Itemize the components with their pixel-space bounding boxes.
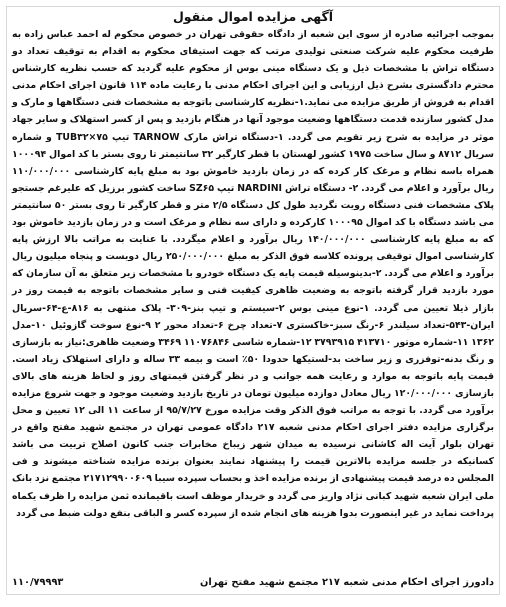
notice-footer <box>12 575 494 591</box>
notice-title: آگهی مزایده اموال منقول <box>172 9 334 24</box>
notice-signature: دادورز اجرای احکام مدنی شعبه ۲۱۷ مجتمع شهید مفتح تهران <box>200 577 494 588</box>
auction-notice <box>6 6 500 595</box>
notice-reference-number: ۱۱۰/۷۹۹۹۳ <box>12 577 64 588</box>
notice-body: بموجب اجرائیه صادره از سوی این شعبه از دادگاه حقوقی تهران در خصوص محکوم له احمد عباس زاده به طرفیت محکوم علیه شرکت صنعتی تولیدی مرتب که جهت استیفای محکوم به اقدام به توقیف تعداد دو دستگاه تراش با مشخصات ذیل و یک دستگاه مینی بوس از محکوم علیه گردید که حسب نظریه کارشناس محترم دادگستری بشرح ذیل ارزیابی و این اجرای احکام مدنی با رعایت ماده ۱۱۴ قانون اجرای احکام مدنی اقدام به فروش از طریق مزایده می نماید.۱-نظریه کارشناسی باتوجه به مشخصات فنی دستگاهها و مارک و مدل کشور سازنده قدمت دستگاهها وضعیت موجود آنها در هنگام بازدید و پس از کسر استهلاک و سایر جهاد موثر در مزایده به شرح زیر تقویم می گردد. ۱-دستگاه تراش مارک TARNOW تیپ TUB۳۲×۷۵ و شماره سریال ۸۷۱۲ و سال ساخت ۱۹۷۵ کشور لهستان با قطر کارگیر ۳۲ سانتیمتر تا روی بستر با کد اموال ۱۰۰۰۹۴ همراه باسه نظام و مرغک کار کرده که در زمان بازدید خاموش بود به مبلغ پایه کارشناسی ۱۱۰/۰۰۰/۰۰۰ ریال برآورد و اعلام می گردد. ۲- دستگاه تراش NARDINI تیپ SZ۶۵ ساخت کشور برزیل که علیرغم جستجو پلاک مشخصات فنی دستگاه رویت نگردید طول کل دستگاه ۲/۵ متر و قطر کارگیر تا روی بستر ۵۰ سانتیمتر می باشد دستگاه با کد اموال ۱۰۰۰۹۵ کارکرده و دارای سه نظام و مرغک است و در زمان بازدید خاموش بود که به مبلغ پایه کارشناسی ۱۴۰/۰۰۰/۰۰۰ ریال برآورد و اعلام میگردد. با عنایت به مراتب بالا ارزش پایه کارشناسی اموال توقیفی پرونده کلاسه فوق الذکر به مبلغ ۲۵۰/۰۰۰/۰۰۰ ریال دویست و پنجاه میلیون ریال برآورد و اعلام می گردد. ۲-بدینوسیله قیمت پایه یک دستگاه خودرو با مشخصات زیر متعلق به آن سازمان که مورد بازدید قرار گرفته باتوجه به وضعیت ظاهری کیفیت فنی و سایر مشخصات باتوجه به قیمت روز در بازار ذیلا تعیین می گردد. ۱-نوع مینی بوس ۲-سیستم و تیپ بنز-۳۰۹- پلاک منتهی به ۸۱۶-ع-۶۴-سریال ایران-۵۴۳-تعداد سیلندر ۶-رنگ سبز-خاکستری ۷-تعداد چرخ ۶-تعداد محور ۲ ۹-نوع سوخت گازوئیل ۱۰-مدل ۱۳۶۲ ۱۱-شماره موتور ۴۱۳۷۱۰ ۳۷۹۳۹۱۵ ۱۲-شماره شاسی ۱۱۰۷۶۸۴۶ ۳۴۶۹ وضعیت ظاهری:نیاز به بازسازی و رنگ بدنه-توفزری و زیر ساخت بد-لستیکها حدودا ۵۰٪ است و بیمه ۳۳ ساله و دارای استهلاک زیاد است. قیمت پایه باتوجه به موارد و رعایت همه جوانب و در نظر گرفتن قیمتهای روز و لحاظ هزینه های بالای بازسازی ۱۲۰/۰۰۰/۰۰۰ ریال معادل دوازده میلیون تومان در تاریخ بازدید وضعیت موجود و جهت شروع مزایده برآورد می گردد. با توجه به مراتب فوق الذکر وقت مزایده مورخ ۹۵/۷/۲۷ از ساعت ۱۱ الی ۱۲ تعیین و محل برگزاری مزایده دفتر اجرای احکام مدنی شعبه ۲۱۷ دادگاه عمومی تهران در مجتمع شهید مفتح واقع در تهران بلوار آیت اله کاشانی نرسیده به میدان شهر زیباخ مخابرات جنب کانون اصلاح تربیت می باشد کسانیکه در جلسه مزایده بالاترین قیمت را پیشنهاد نمایند بعنوان برنده مزایده شناخته میشوند و فی المجلس ده درصد قیمت پیشنهادی از برنده مزایده اخذ و بحساب سپرده سیبا ۲۱۷۱۲۹۹۰۰۶۰۹ مجتمع نزد بانک ملی ایران شعبه شهید کبانی نژاد واریز می گردد و خریدار موظف است باقیمانده ثمن مزایده را ظرف یکماه پرداخت نماید در غیر اینصورت بدوا هزینه های انجام شده از سپرده کسر و الباقی بنفع دولت ضبط می گردد <box>12 29 495 519</box>
